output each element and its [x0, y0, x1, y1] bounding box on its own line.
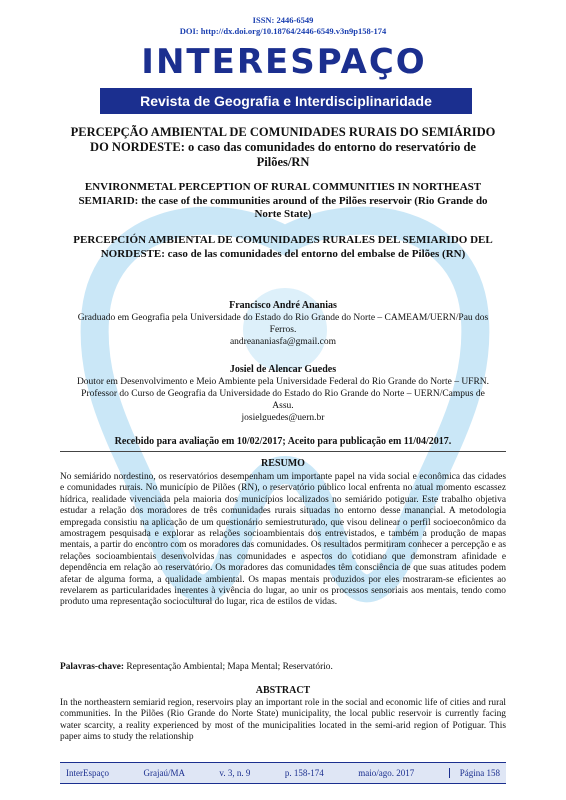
author-affiliation: Doutor em Desenvolvimento e Meio Ambiente pela Universidade Federal do Rio Grande do Norte – UFRN. Professor do Curso de Geografia da Universidade do Estado do Rio Grande do Norte – UERN/Campus de Assu. [76, 377, 490, 411]
title-portuguese [70, 125, 496, 170]
title-spanish [70, 234, 496, 261]
doi-link[interactable]: DOI: http://dx.doi.org/10.18764/2446-6549.v3n9p158-174 [179, 26, 387, 36]
footer-place: Grajaú/MA [143, 768, 185, 778]
journal-logo [64, 40, 504, 92]
title-es-sub: caso de las comunidades del entorno del embalse de Pilões (RN) [167, 247, 466, 260]
footer-journal: InterEspaço [66, 768, 109, 778]
submission-dates: Recebido para avaliação em 10/02/2017; Aceito para publicação em 11/04/2017. [114, 436, 452, 447]
keywords [60, 662, 506, 673]
header-meta [0, 15, 566, 37]
page-footer [60, 762, 506, 784]
footer-pages: p. 158-174 [284, 768, 324, 778]
journal-subtitle: Revista de Geografia e Interdisciplinaridade [100, 88, 472, 114]
title-pt-sub: o caso das comunidades do entorno do reservatório de Pilões/RN [187, 140, 476, 169]
footer-date: maio/ago. 2017 [358, 768, 415, 778]
author-affiliation: Graduado em Geografia pela Universidade do Estado do Rio Grande do Norte – CAMEAM/UERN/Pau dos Ferros. [77, 313, 489, 335]
title-en-sub: the case of the communities around of the Pilões reservoir (Rio Grande do Norte State) [141, 194, 488, 220]
author-name: Josiel de Alencar Guedes [229, 364, 337, 375]
author-block [70, 364, 496, 424]
divider [60, 451, 506, 452]
title-es-main: PERCEPCIÓN AMBIENTAL DE COMUNIDADES RURALES DEL SEMIARIDO DEL NORDESTE: [73, 234, 493, 260]
title-en-main: ENVIRONMETAL PERCEPTION OF RURAL COMMUNITIES IN NORTHEAST SEMIARID: [78, 181, 482, 207]
keywords-list: Representação Ambiental; Mapa Mental; Reservatório. [126, 662, 333, 672]
author-name: Francisco André Ananias [229, 300, 337, 311]
footer-volume: v. 3, n. 9 [219, 768, 251, 778]
title-english [70, 181, 496, 222]
author-email[interactable]: andreananiasfa@gmail.com [229, 337, 337, 347]
resumo-heading: RESUMO [261, 458, 305, 469]
author-block [70, 300, 496, 348]
title-pt-main: PERCEPÇÃO AMBIENTAL DE COMUNIDADES RURAIS DO SEMIÁRIDO DO NORDESTE: [70, 125, 496, 154]
abstract-heading: ABSTRACT [255, 685, 311, 696]
resumo-text: No semiárido nordestino, os reservatórios desempenham um importante papel na vida social e econômica das cidades e comunidades rurais. No município de Pilões (RN), o reservatório público local enfrenta no atual momento escassez hídrica, realidade vivenciada pela maioria dos municípios localizados no semiárido potiguar. Este trabalho objetiva estudar a relação dos moradores de três comunidades rurais situadas no entorno desse manancial. A metodologia empregada consistiu na aplicação de um questionário semiestruturado, que visou delinear o perfil socioeconômico da amostragem pesquisada e explorar as relações socioambientais dos entrevistados, e também a produção de mapas mentais, a partir do encontro com os moradores das comunidades. Os resultados permitiram conhecer a percepção e as relações socioambientais desenvolvidas nas comunidades e aspectos do cotidiano que demonstram afinidade e dependência em relação ao reservatório. Os moradores das comunidades têm consciência de que suas atitudes podem afetar de alguma forma, a qualidade ambiental. Os mapas mentais produzidos por eles mostraram-se eficientes ao revelarem as particularidades inerentes à vivência do lugar, ao unir os processos sensoriais aos mentais, tendo como produto uma representação sociocultural do lugar, rica de estilos de vidas. [60, 472, 506, 608]
keywords-label: Palavras-chave: [60, 662, 125, 672]
journal-name: INTERESPAÇO [141, 42, 427, 82]
footer-page-number: Página 158 [449, 768, 500, 778]
abstract-text: In the northeastern semiarid region, reservoirs play an important role in the social and economic life of cities and rural communities. In the Pilões (Rio Grande do Norte State) municipality, the local public reservoir is currently facing water scarcity, a reality experienced by most of the municipalities located in the semi-arid region of Potiguar. This paper aims to study the relationship [60, 698, 506, 743]
issn: ISSN: 2446-6549 [252, 15, 314, 25]
author-email[interactable]: josielguedes@uern.br [241, 413, 325, 423]
